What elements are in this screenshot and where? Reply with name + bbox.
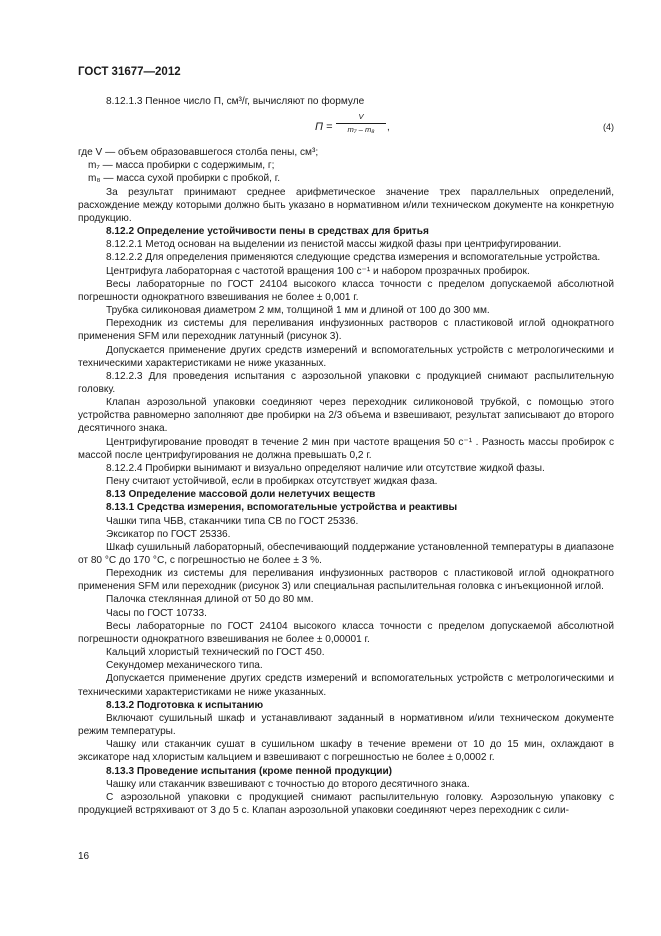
paragraph: Чашки типа ЧБВ, стаканчики типа СВ по ГОСТ 25336. [106, 515, 359, 527]
paragraph: 8.12.2.2 Для определения применяются следующие средства измерения и вспомогательные устройства. [106, 252, 601, 264]
paragraph: Переходник из системы для переливания инфузионных растворов с пластиковой иглой однократного применения SFM или переходник (рисунок 3) или специальная распылительная головка с инъекционной иглой. [78, 568, 614, 593]
paragraph: Трубка силиконовая диаметром 2 мм, толщиной 1 мм и длиной от 100 до 300 мм. [106, 305, 490, 317]
paragraph: Включают сушильный шкаф и устанавливают заданный в нормативном и/или техническом документе режим температуры. [78, 712, 614, 738]
formula-comma: , [387, 122, 390, 134]
paragraph: Кальций хлористый технический по ГОСТ 450. [106, 647, 325, 659]
paragraph: 8.12.2.1 Метод основан на выделении из пенистой массы жидкой фазы при центрифугировании. [106, 239, 562, 251]
section-heading: 8.12.2 Определение устойчивости пены в средствах для бритья [106, 226, 429, 238]
formula-fraction [336, 112, 386, 135]
paragraphs [78, 186, 614, 818]
paragraph: Секундомер механического типа. [106, 660, 263, 672]
paragraph: 8.12.2.3 Для проведения испытания с аэрозольной упаковки с продукцией снимают распылительную головку. [78, 370, 614, 395]
formula-denominator: m₇ – m₈ [347, 125, 375, 135]
paragraph: Допускается применение других средств измерений и вспомогательных устройств с метрологическими и техническими характеристиками не ниже указанных. [78, 344, 614, 369]
where-m7: m₇ — масса пробирки с содержимым, г; [88, 160, 275, 172]
where-v: где V — объем образовавшегося столба пены, см³; [78, 147, 319, 159]
paragraph: Чашку или стаканчик взвешивают с точностью до второго десятичного знака. [106, 778, 470, 790]
paragraph: Палочка стеклянная длиной от 50 до 80 мм. [106, 594, 314, 606]
paragraph: 8.12.2.4 Пробирки вынимают и визуально определяют наличие или отсутствие жидкой фазы. [106, 462, 545, 474]
paragraph: Чашку или стаканчик сушат в сушильном шкафу в течение времени от 10 до 15 мин, охлаждают в эксикаторе над хлористым кальцием и взвешивают с погрешностью не более ± 0,0002 г. [78, 739, 614, 764]
paragraph: Шкаф сушильный лабораторный, обеспечивающий поддержание установленной температуры в диапазоне от 80 °С до 170 °С, с погрешностью не более ± 3 %. [78, 541, 614, 566]
paragraph: Переходник из системы для переливания инфузионных растворов с пластиковой иглой однократного применения SFM или переходник латунный (рисунок 3). [78, 318, 614, 343]
formula-number: (4) [603, 122, 614, 133]
paragraph: Центрифугирование проводят в течение 2 мин при частоте вращения 50 с⁻¹ . Разность массы пробирок с массой после центрифугирования не должна превышать 0,2 г. [78, 436, 614, 461]
fraction-bar [336, 123, 386, 124]
where-m8: m₈ — масса сухой пробирки с пробкой, г. [88, 173, 280, 185]
paragraph: Центрифуга лабораторная с частотой вращения 100 с⁻¹ и набором прозрачных пробирок. [106, 265, 530, 277]
paragraph: Часы по ГОСТ 10733. [106, 607, 207, 619]
formula-4 [78, 112, 614, 142]
formula-lhs: П = [315, 121, 333, 134]
section-heading: 8.13 Определение массовой доли нелетучих веществ [106, 489, 376, 501]
section-heading: 8.13.3 Проведение испытания (кроме пенной продукции) [106, 765, 393, 777]
paragraph: Пену считают устойчивой, если в пробирках отсутствует жидкая фаза. [106, 476, 438, 488]
paragraph: Клапан аэрозольной упаковки соединяют через переходник силиконовой трубкой, с помощью этого устройства равномерно заполняют две пробирки на 2/3 объема и взвешивают, результат записывают до второго десятичного знака. [78, 397, 614, 435]
paragraph: За результат принимают среднее арифметическое значение трех параллельных определений, расхождение между которыми должно быть указано в нормативном и/или техническом документе на конкретную продукцию. [78, 186, 614, 224]
formula-intro: 8.12.1.3 Пенное число П, см³/г, вычисляют по формуле [106, 96, 365, 107]
paragraph: Эксикатор по ГОСТ 25336. [106, 528, 231, 540]
paragraph: С аэрозольной упаковки с продукцией снимают распылительную головку. Аэрозольную упаковку с продукцией встряхивают от 3 до 5 с. Клапан аэрозольной упаковки соединяют через переходник с сили- [78, 791, 614, 816]
document-header: ГОСТ 31677—2012 [78, 66, 181, 78]
section-heading: 8.13.2 Подготовка к испытанию [106, 699, 264, 711]
paragraph: Весы лабораторные по ГОСТ 24104 высокого класса точности с пределом допускаемой абсолютной погрешности однократного взвешивания не более ± 0,00001 г. [78, 620, 614, 645]
section-heading: 8.13.1 Средства измерения, вспомогательные устройства и реактивы [106, 502, 458, 514]
document-body [78, 95, 614, 817]
formula-numerator: V [358, 112, 364, 122]
page-number: 16 [78, 851, 90, 862]
paragraph: Допускается применение других средств измерений и вспомогательных устройств с метрологическими и техническими характеристиками не ниже указанных. [78, 673, 614, 698]
paragraph: Весы лабораторные по ГОСТ 24104 высокого класса точности с пределом допускаемой абсолютной погрешности однократного взвешивания не более ± 0,001 г. [78, 278, 614, 303]
